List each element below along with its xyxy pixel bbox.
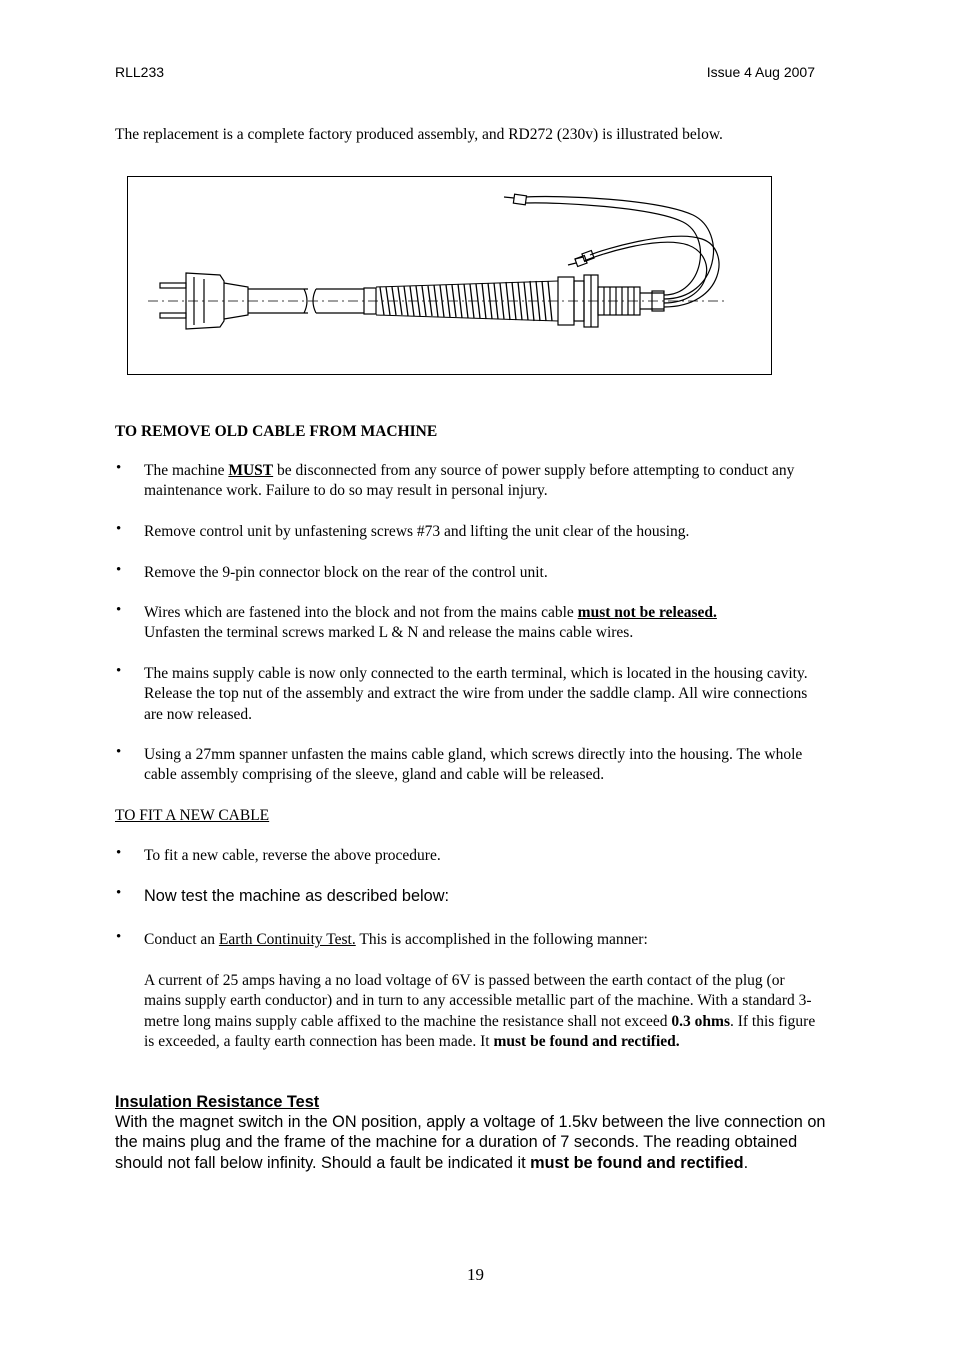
- bullet-marker: •: [116, 744, 122, 760]
- insulation-test-paragraph: [115, 1112, 830, 1173]
- insulation-test-heading: Insulation Resistance Test: [115, 1093, 320, 1111]
- bullet-marker: •: [116, 885, 122, 901]
- item-text: Wires which are fastened into the block and not from the mains cable: [144, 604, 578, 621]
- remove-section-heading: TO REMOVE OLD CABLE FROM MACHINE: [115, 423, 438, 440]
- list-item: Using a 27mm spanner unfasten the mains cable gland, which screws directly into the housing. The whole cable assembly comprising of the sleeve, gland and cable will be released.: [144, 746, 803, 784]
- continuity-emphasis: must be found and rectified.: [493, 1033, 680, 1051]
- insulation-emphasis: must be found and rectified: [530, 1153, 744, 1172]
- bullet-marker: •: [116, 929, 122, 945]
- warning-emphasis: must not be released.: [577, 604, 717, 621]
- list-item: [144, 603, 824, 644]
- cable-assembly-figure: [127, 176, 772, 375]
- page-number: 19: [467, 1265, 484, 1284]
- bullet-marker: •: [116, 521, 122, 537]
- mains-cable-illustration: [128, 177, 771, 374]
- item-text: be disconnected from any source of power supply before attempting to conduct any maintenance work. Failure to do so may result in personal injury.: [144, 462, 795, 500]
- item-text: This is accomplished in the following manner:: [355, 931, 648, 948]
- continuity-text: . If this figure is exceeded, a faulty earth connection has been made. It: [144, 1012, 816, 1051]
- list-item: [144, 461, 824, 502]
- bullet-marker: •: [116, 460, 122, 476]
- must-emphasis: MUST: [228, 462, 274, 479]
- bullet-marker: •: [116, 602, 122, 618]
- list-item: Remove control unit by unfastening screws #73 and lifting the unit clear of the housing.: [144, 523, 690, 540]
- fit-section-heading: TO FIT A NEW CABLE: [115, 807, 270, 824]
- earth-continuity-test-label: Earth Continuity Test.: [218, 931, 356, 948]
- item-text: Conduct an: [144, 931, 219, 948]
- item-text: Unfasten the terminal screws marked L & N and release the mains cable wires.: [144, 624, 634, 642]
- continuity-text: A current of 25 amps having a no load voltage of 6V is passed between the earth contact of the plug (or mains supply earth conductor) and in turn to any accessible metallic part of the machine. With a standard 3-metre long mains supply cable affixed to the machine the resistance shall not exceed: [144, 972, 812, 1030]
- insulation-text: With the magnet switch in the ON position, apply a voltage of 1.5kv between the live connection on the mains plug and the frame of the machine for a duration of 7 seconds. The reading obtained should not fall below infinity. Should a fault be indicated it: [115, 1113, 826, 1172]
- list-item: Now test the machine as described below:: [144, 887, 449, 905]
- resistance-value: 0.3 ohms: [671, 1012, 730, 1030]
- bullet-marker: •: [116, 562, 122, 578]
- list-item: [144, 930, 824, 950]
- list-item: Remove the 9-pin connector block on the rear of the control unit.: [144, 564, 548, 581]
- intro-paragraph: The replacement is a complete factory produced assembly, and RD272 (230v) is illustrated below.: [115, 126, 723, 143]
- bullet-marker: •: [116, 845, 122, 861]
- item-text: The machine: [144, 462, 229, 479]
- list-item: The mains supply cable is now only connected to the earth terminal, which is located in the housing cavity. Release the top nut of the assembly and extract the wire from under the saddle clamp. All wire connections are now released.: [144, 665, 808, 723]
- continuity-paragraph: [144, 971, 824, 1053]
- list-item: To fit a new cable, reverse the above procedure.: [144, 847, 441, 864]
- bullet-marker: •: [116, 663, 122, 679]
- issue-date: Issue 4 Aug 2007: [706, 64, 815, 80]
- insulation-text: .: [743, 1153, 749, 1172]
- doc-code: RLL233: [115, 64, 165, 80]
